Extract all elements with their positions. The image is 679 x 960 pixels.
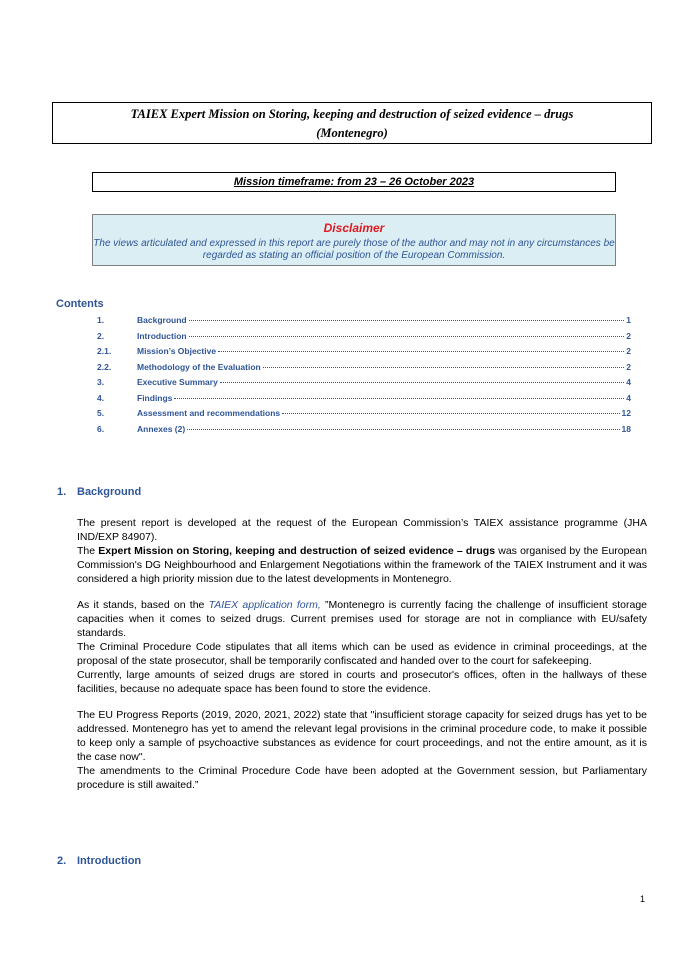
section-number: 1. — [57, 486, 67, 498]
toc-leader-dots — [218, 351, 624, 352]
paragraph-gap — [77, 696, 647, 708]
toc-item-page: 4 — [626, 392, 631, 403]
report-title-line2: (Montenegro) — [316, 126, 388, 140]
section-title: Introduction — [77, 855, 142, 867]
text-run: was organised by the European Commission's DG Neighbourhood and Enlargement Negotiations within the framework of the TAIEX Instrument and it was considered a high priority mission due to the latest developments in Montenegro. — [77, 545, 647, 585]
toc-item-page: 2 — [626, 361, 631, 372]
toc-item-number: 2.2. — [97, 361, 112, 372]
mission-timeframe: Mission timeframe: from 23 – 26 October 2023 — [233, 176, 475, 188]
paragraph: The Criminal Procedure Code stipulates that all items which can be used as evidence in criminal proceedings, at the proposal of the state prosecutor, shall be temporarily confiscated and handed over to the court for safekeeping. — [77, 641, 647, 667]
toc-item-page: 12 — [621, 408, 631, 418]
disclaimer-text: The views articulated and expressed in this report are purely those of the author and may not in any circumstances be regarded as stating an official position of the European Commission. — [93, 238, 615, 261]
italic-text-run: TAIEX application form, — [208, 599, 321, 611]
toc-item-number: 3. — [97, 377, 105, 387]
bold-text-run: Expert Mission on Storing, keeping and destruction of seized evidence – drugs — [98, 545, 496, 557]
toc-item-page: 2 — [626, 346, 631, 356]
toc-item-title: Executive Summary — [137, 377, 218, 387]
text-run: ”Montenegro is currently facing the challenge of insufficient storage capacities when it comes to seized drugs. Current premises used for storage are not in compliance with EU/safety standards. — [77, 599, 647, 639]
toc-item-number: 2. — [97, 330, 105, 341]
disclaimer-title: Disclaimer — [323, 221, 385, 235]
section-heading-background — [57, 486, 141, 498]
toc-item[interactable] — [97, 346, 631, 362]
toc-item-page: 1 — [626, 315, 631, 325]
page-number: 1 — [640, 894, 646, 904]
paragraph: Currently, large amounts of seized drugs are stored in courts and prosecutor's offices, often in the hallways of these facilities, because no adequate space has been found to store the evidence. — [77, 669, 647, 695]
toc-leader-dots — [263, 367, 625, 368]
toc-item[interactable] — [97, 315, 631, 331]
section-title: Background — [77, 486, 142, 498]
toc-item[interactable] — [97, 377, 631, 393]
toc-item-title: Annexes (2) — [137, 423, 186, 434]
toc-item-title: Mission’s Objective — [137, 346, 217, 356]
mission-timeframe-box — [92, 172, 616, 192]
toc-item-title: Assessment and recommendations — [137, 408, 281, 418]
toc-item-title: Findings — [137, 392, 173, 403]
toc-item-number: 5. — [97, 408, 105, 418]
disclaimer-box — [92, 214, 616, 266]
toc-item[interactable] — [97, 362, 631, 378]
section-number: 2. — [57, 855, 67, 867]
paragraph — [77, 598, 647, 640]
toc-item-page: 4 — [626, 377, 631, 387]
toc-item-page: 2 — [626, 330, 631, 341]
contents-heading: Contents — [56, 298, 104, 310]
paragraph: The amendments to the Criminal Procedure Code have been adopted at the Government session, but Parliamentary procedure is still awaited.” — [77, 765, 647, 791]
toc-item-number: 1. — [97, 315, 105, 325]
toc-leader-dots — [282, 413, 619, 414]
toc-leader-dots — [174, 398, 624, 399]
paragraph-gap — [77, 586, 647, 598]
toc-item-number: 2.1. — [97, 346, 112, 356]
report-title-box — [52, 102, 652, 144]
toc-leader-dots — [189, 320, 625, 321]
background-section-body — [77, 516, 647, 792]
toc-item[interactable] — [97, 393, 631, 409]
paragraph: The present report is developed at the request of the European Commission’s TAIEX assistance programme (JHA IND/EXP 84907). — [77, 517, 647, 543]
report-title-line1: TAIEX Expert Mission on Storing, keeping and destruction of seized evidence – drugs — [130, 107, 574, 121]
toc-item-title: Background — [137, 315, 187, 325]
text-run: As it stands, based on the — [77, 599, 209, 611]
toc-item-number: 6. — [97, 423, 105, 434]
toc-item[interactable] — [97, 424, 631, 440]
paragraph — [77, 544, 647, 586]
text-run: The — [77, 545, 99, 557]
toc-item-page: 18 — [621, 423, 631, 434]
toc-item-title: Methodology of the Evaluation — [137, 361, 261, 372]
toc-item-number: 4. — [97, 392, 105, 403]
toc-leader-dots — [189, 336, 625, 337]
section-heading-introduction — [57, 855, 141, 867]
toc-leader-dots — [220, 382, 624, 383]
table-of-contents — [97, 315, 631, 439]
toc-item[interactable] — [97, 408, 631, 424]
paragraph: The EU Progress Reports (2019, 2020, 2021, 2022) state that "insufficient storage capacity for seized drugs has yet to be addressed. Montenegro has yet to amend the relevant legal provisions in the criminal procedure code, to make it possible to keep only a sample of psychoactive substances as evidence for court proceedings, and not the entire amount, as it is the case now". — [77, 709, 647, 763]
toc-item[interactable] — [97, 331, 631, 347]
toc-item-title: Introduction — [137, 330, 187, 341]
toc-leader-dots — [187, 429, 619, 430]
